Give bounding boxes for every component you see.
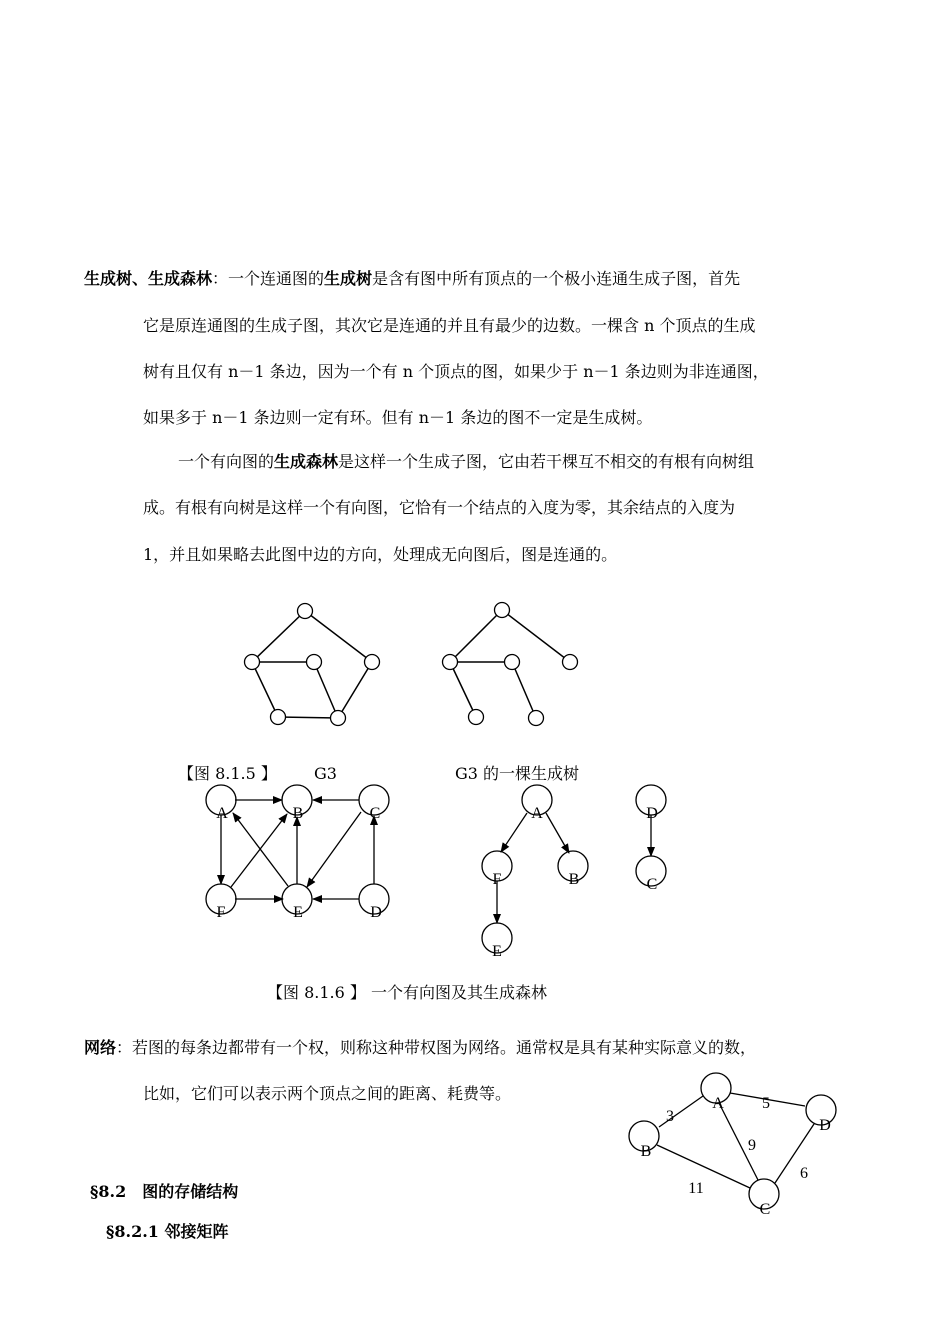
tree-edge (450, 610, 502, 662)
digraph-arc (307, 812, 361, 887)
network-edge-ab (659, 1096, 703, 1127)
digraph-label-a: A (216, 805, 228, 822)
text-span: 一个有向图的 (178, 452, 275, 471)
forest-arc (546, 813, 569, 853)
forest-arc (501, 813, 527, 852)
forest-label-d: D (646, 805, 658, 822)
network-node-a (701, 1073, 731, 1103)
paragraph-line: 比如，它们可以表示两个顶点之间的距离、耗费等。 (143, 1084, 512, 1103)
weight-ad: 5 (762, 1095, 770, 1112)
digraph-node-c (359, 785, 389, 815)
g3-vertex (331, 711, 346, 726)
g3-vertex (365, 655, 380, 670)
text-span: 一个连通图的 (228, 269, 325, 288)
network-label-a: A (712, 1095, 724, 1112)
g3-label: G3 (314, 764, 337, 783)
text-span: 若图的每条边都带有一个权，则称这种带权图为网络。通常权是具有某种实际意义的数， (132, 1038, 757, 1057)
g3-edge (252, 662, 278, 717)
paragraph-line: 如果多于 n－1 条边则一定有环。但有 n－1 条边的图不一定是生成树。 (143, 408, 653, 427)
tree-vertex (495, 603, 510, 618)
forest-node-e (482, 923, 512, 953)
g3-vertex (307, 655, 322, 670)
paragraph-line: 成。有根有向树是这样一个有向图，它恰有一个结点的入度为零，其余结点的入度为 (143, 498, 736, 517)
g3-edge (252, 611, 305, 662)
weight-bc: 11 (688, 1180, 704, 1197)
figure-caption-8-1-6: 【图 8.1.6 】 一个有向图及其生成森林 (267, 983, 547, 1002)
term-network: 网络 (84, 1038, 117, 1057)
forest-label-b: B (568, 871, 580, 888)
term-bold: 生成树 (324, 269, 373, 288)
colon: ： (116, 1038, 133, 1057)
forest-node-f (482, 851, 512, 881)
paragraph-line: 树有且仅有 n－1 条边，因为一个有 n 个顶点的图，如果少于 n－1 条边则为非连通图， (143, 362, 769, 381)
tree-vertex (469, 710, 484, 725)
network-node-c (749, 1179, 779, 1209)
network-label-d: D (819, 1117, 831, 1134)
digraph-node-e (282, 884, 312, 914)
text-span: 是这样一个生成子图，它由若干棵互不相交的有根有向树组 (338, 452, 755, 471)
forest-node-c (636, 856, 666, 886)
g3-edge (314, 662, 338, 718)
paragraph-line: 它是原连通图的生成子图，其次它是连通的并且有最少的边数。一棵含 n 个顶点的生成 (143, 316, 756, 335)
forest-node-b (558, 851, 588, 881)
g3-edge (338, 662, 372, 718)
tree-vertex (529, 711, 544, 726)
paragraph-network-line1 (84, 1037, 756, 1059)
network-edge-ad (730, 1093, 805, 1106)
digraph-label-c: C (369, 805, 381, 822)
network-node-d (806, 1095, 836, 1125)
digraph-label-b: B (292, 805, 304, 822)
forest-label-a: A (531, 805, 543, 822)
digraph-node-b (282, 785, 312, 815)
paragraph-line: 1，并且如果略去此图中边的方向，处理成无向图后，图是连通的。 (143, 545, 618, 564)
tree-vertex (443, 655, 458, 670)
tree-edge (512, 662, 536, 718)
g3-vertex (271, 710, 286, 725)
g3-edge (278, 717, 338, 718)
forest-label-f: F (492, 871, 502, 888)
digraph-node-d (359, 884, 389, 914)
figure-caption-8-1-5: 【图 8.1.5 】 (178, 764, 277, 783)
g3-vertex (245, 655, 260, 670)
digraph-node-a (206, 785, 236, 815)
network-edge-ac (719, 1103, 758, 1180)
digraph-node-f (206, 884, 236, 914)
digraph-label-d: D (370, 904, 382, 921)
term-bold: 生成森林 (274, 452, 339, 471)
paragraph-spanning-tree-line1 (84, 268, 740, 290)
digraph-arc (231, 814, 287, 887)
network-label-b: B (640, 1143, 652, 1160)
forest-label-e: E (492, 943, 502, 960)
forest-node-d (636, 785, 666, 815)
section-heading-8-2: §8.2 图的存储结构 (90, 1182, 239, 1201)
g3-vertex (298, 604, 313, 619)
spanning-tree-label: G3 的一棵生成树 (455, 764, 580, 783)
network-label-c: C (759, 1201, 771, 1218)
weight-ab: 3 (666, 1108, 674, 1125)
tree-vertex (563, 655, 578, 670)
network-node-b (629, 1121, 659, 1151)
tree-vertex (505, 655, 520, 670)
text-span: 是含有图中所有顶点的一个极小连通生成子图，首先 (372, 269, 741, 288)
weight-ac: 9 (748, 1137, 756, 1154)
forest-node-a (522, 785, 552, 815)
digraph-label-e: E (293, 904, 303, 921)
tree-edge (450, 662, 476, 717)
term-spanning-tree: 生成树、生成森林 (84, 269, 213, 288)
forest-label-c: C (646, 876, 658, 893)
tree-edge (502, 610, 570, 662)
subsection-heading-8-2-1: §8.2.1 邻接矩阵 (106, 1222, 229, 1241)
weight-dc: 6 (800, 1165, 808, 1182)
digraph-arc (233, 813, 288, 886)
network-edge-bc (657, 1145, 750, 1188)
network-edge-dc (775, 1124, 814, 1183)
digraph-label-f: F (216, 904, 226, 921)
paragraph-spanning-forest-line1 (178, 451, 754, 473)
colon: ： (212, 269, 229, 288)
g3-edge (305, 611, 372, 662)
